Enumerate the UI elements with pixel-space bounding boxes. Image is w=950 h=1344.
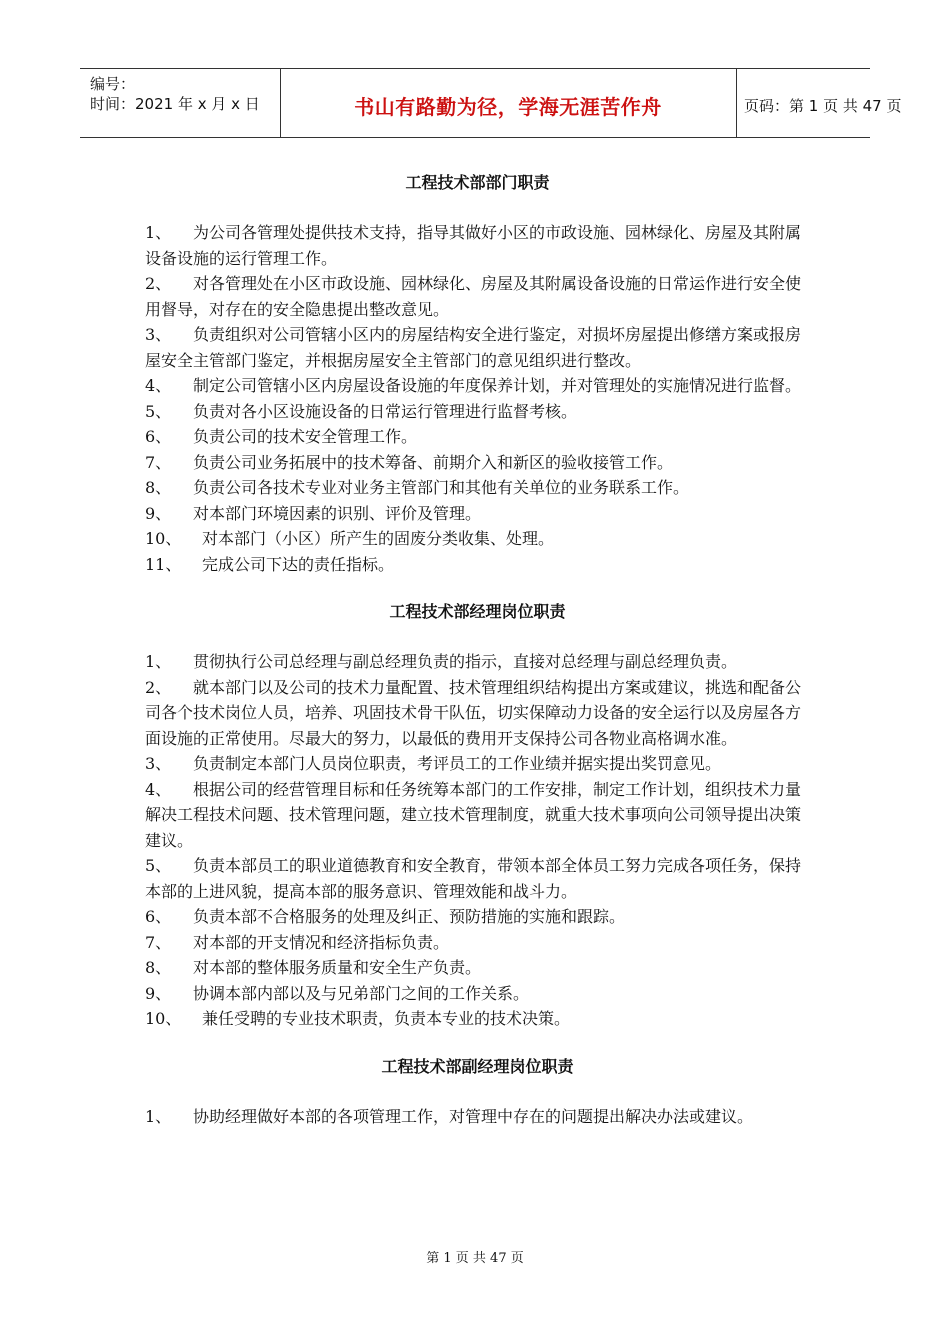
item-text: 负责组织对公司管辖小区内的房屋结构安全进行鉴定，对损坏房屋提出修缮方案或报房屋安全主管部门鉴定，并根据房屋安全主管部门的意见组织进行整改。 <box>145 325 802 370</box>
item-number: 3、 <box>145 754 172 773</box>
section-title-deputy-manager-duties: 工程技术部副经理岗位职责 <box>381 1056 574 1076</box>
item-number: 10、 <box>145 529 182 548</box>
item-number: 10、 <box>145 1009 182 1028</box>
item-text: 负责本部员工的职业道德教育和安全教育，带领本部全体员工努力完成各项任务，保持本部的上进风貌，提高本部的服务意识、管理效能和战斗力。 <box>145 856 802 901</box>
section-title-manager-duties: 工程技术部经理岗位职责 <box>389 602 566 621</box>
item-text: 负责公司的技术安全管理工作。 <box>193 427 418 446</box>
item-text: 为公司各管理处提供技术支持，指导其做好小区的市政设施、园林绿化、房屋及其附属设备设施的运行管理工作。 <box>145 223 802 268</box>
document-body <box>145 172 810 1153</box>
item-number: 9、 <box>145 983 172 1003</box>
list-item <box>145 220 810 271</box>
section-title-dept-duties: 工程技术部部门职责 <box>405 173 550 192</box>
list-item <box>145 751 810 777</box>
item-text: 负责制定本部门人员岗位职责，考评员工的工作业绩并据实提出奖罚意见。 <box>193 754 722 773</box>
item-number: 1、 <box>145 1106 172 1126</box>
item-number: 5、 <box>145 856 172 875</box>
list-item <box>145 475 810 501</box>
list-item <box>145 501 810 527</box>
list-item <box>145 777 810 854</box>
list-item <box>145 1104 810 1130</box>
list-item <box>145 853 810 904</box>
list-item <box>145 526 810 552</box>
item-text: 就本部门以及公司的技术力量配置、技术管理组织结构提出方案或建议，挑选和配备公司各个技术岗位人员，培养、巩固技术骨干队伍，切实保障动力设备的安全运行以及房屋各方面设施的正常使用。尽最大的努力，以最低的费用开支保持公司各物业高格调水准。 <box>145 677 802 748</box>
motto: 书山有路勤为径，学海无涯苦作舟 <box>354 95 662 119</box>
list-item <box>145 649 810 675</box>
item-text: 对本部门（小区）所产生的固废分类收集、处理。 <box>202 529 555 548</box>
item-text: 对各管理处在小区市政设施、园林绿化、房屋及其附属设备设施的日常运作进行安全使用督导，对存在的安全隐患提出整改意见。 <box>145 274 802 319</box>
item-text: 兼任受聘的专业技术职责，负责本专业的技术决策。 <box>202 1009 571 1028</box>
item-text: 协调本部内部以及与兄弟部门之间的工作关系。 <box>193 983 530 1003</box>
item-text: 制定公司管辖小区内房屋设备设施的年度保养计划，并对管理处的实施情况进行监督。 <box>193 376 802 395</box>
list-item <box>145 399 810 425</box>
item-number: 2、 <box>145 677 172 697</box>
list-item <box>145 981 810 1007</box>
list-item <box>145 904 810 930</box>
list-item <box>145 271 810 322</box>
item-number: 1、 <box>145 223 172 242</box>
item-number: 1、 <box>145 652 172 671</box>
header-page-info-cell <box>736 69 902 137</box>
item-number: 11、 <box>145 554 182 574</box>
item-text: 负责公司业务拓展中的技术筹备、前期介入和新区的验收接管工作。 <box>193 452 674 472</box>
item-text: 完成公司下达的责任指标。 <box>202 554 395 574</box>
page-footer: 第 1 页 共 47 页 <box>426 1251 524 1266</box>
serial-label: 编号： <box>90 75 136 93</box>
item-text: 对本部的开支情况和经济指标负责。 <box>193 932 450 952</box>
item-text: 对本部的整体服务质量和安全生产负责。 <box>193 958 482 977</box>
list-item <box>145 1006 810 1032</box>
item-number: 2、 <box>145 274 172 293</box>
manager-duties-list <box>145 649 810 1032</box>
header-motto-cell <box>280 69 737 137</box>
item-number: 6、 <box>145 907 172 926</box>
list-item <box>145 930 810 956</box>
item-number: 8、 <box>145 478 172 497</box>
deputy-manager-duties-list <box>145 1104 810 1130</box>
item-text: 负责公司各技术专业对业务主管部门和其他有关单位的业务联系工作。 <box>193 478 690 497</box>
item-text: 负责对各小区设施设备的日常运行管理进行监督考核。 <box>193 401 578 421</box>
list-item <box>145 322 810 373</box>
list-item <box>145 424 810 450</box>
item-number: 7、 <box>145 932 172 952</box>
list-item <box>145 373 810 399</box>
item-text: 根据公司的经营管理目标和任务统筹本部门的工作安排，制定工作计划，组织技术力量解决工程技术问题、技术管理问题，建立技术管理制度，就重大技术事项向公司领导提出决策建议。 <box>145 779 802 850</box>
page-header <box>80 68 902 138</box>
list-item <box>145 955 810 981</box>
item-number: 3、 <box>145 325 172 344</box>
item-text: 对本部门环境因素的识别、评价及管理。 <box>193 503 482 523</box>
date-label: 时间：2021 年 x 月 x 日 <box>90 95 260 113</box>
item-number: 4、 <box>145 779 172 799</box>
item-text: 负责本部不合格服务的处理及纠正、预防措施的实施和跟踪。 <box>193 907 626 926</box>
item-number: 4、 <box>145 376 172 395</box>
item-number: 8、 <box>145 958 172 977</box>
list-item <box>145 675 810 752</box>
item-text: 贯彻执行公司总经理与副总经理负责的指示，直接对总经理与副总经理负责。 <box>193 652 738 671</box>
dept-duties-list <box>145 220 810 577</box>
page-info: 页码：第 1 页 共 47 页 <box>744 97 902 115</box>
item-text: 协助经理做好本部的各项管理工作，对管理中存在的问题提出解决办法或建议。 <box>193 1106 754 1126</box>
header-meta <box>80 69 281 137</box>
item-number: 5、 <box>145 401 172 421</box>
item-number: 7、 <box>145 452 172 472</box>
item-number: 6、 <box>145 427 172 446</box>
item-number: 9、 <box>145 503 172 523</box>
list-item <box>145 450 810 476</box>
list-item <box>145 552 810 578</box>
